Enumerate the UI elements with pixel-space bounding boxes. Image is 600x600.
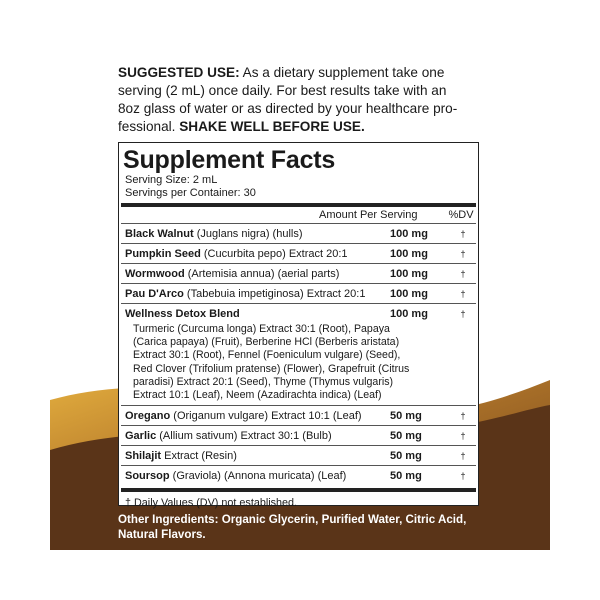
ingredient-name: Oregano <box>125 410 171 423</box>
ingredient-dv: † <box>460 249 466 259</box>
suggested-use-line1: As a dietary supplement take one <box>239 65 445 80</box>
ingredient-dv: † <box>460 309 466 319</box>
ingredient-name: Soursop <box>125 470 170 483</box>
suggested-use-line2: serving (2 mL) once daily. For best results take with an <box>118 83 447 98</box>
ingredient-detail: Extract (Resin) <box>161 450 237 463</box>
facts-footnote: † Daily Values (DV) not established. <box>125 497 298 510</box>
ingredient-name: Pumpkin Seed <box>125 248 201 260</box>
amount-header: Amount Per Serving <box>319 209 418 221</box>
ingredient-dv: † <box>460 451 466 462</box>
serving-size: Serving Size: 2 mL <box>125 174 218 186</box>
suggested-use <box>118 64 488 136</box>
blend-line: Extract 30:1 (Root), Fennel (Foeniculum vulgare) (Seed), <box>133 349 401 362</box>
shake-warning: SHAKE WELL BEFORE USE. <box>179 119 365 134</box>
ingredient-row <box>119 224 478 243</box>
blend-contents <box>119 323 478 405</box>
ingredient-row <box>119 426 478 445</box>
ingredient-amount: 50 mg <box>390 450 422 463</box>
ingredient-amount: 100 mg <box>390 248 428 260</box>
ingredient-dv: † <box>460 471 466 482</box>
ingredient-detail: (Tabebuia impetiginosa) Extract 20:1 <box>183 288 366 300</box>
ingredient-detail: (Juglans nigra) (hulls) <box>193 228 303 240</box>
facts-title: Supplement Facts <box>123 146 336 174</box>
ingredient-name: Black Walnut <box>125 228 194 240</box>
suggested-use-line3: 8oz glass of water or as directed by your healthcare pro- <box>118 101 458 116</box>
ingredient-dv: † <box>460 411 466 422</box>
ingredient-dv: † <box>460 269 466 279</box>
ingredient-row <box>119 466 478 485</box>
ingredient-row <box>119 244 478 263</box>
ingredient-name: Garlic <box>125 430 157 443</box>
blend-line: Turmeric (Curcuma longa) Extract 30:1 (Root), Papaya <box>133 323 390 335</box>
suggested-use-label: SUGGESTED USE: <box>118 65 240 80</box>
suggested-use-line4: fessional. <box>118 119 176 134</box>
ingredient-detail: (Allium sativum) Extract 30:1 (Bulb) <box>156 430 332 443</box>
ingredient-name: Wormwood <box>125 268 185 280</box>
servings-per-container: Servings per Container: 30 <box>125 187 256 199</box>
ingredient-amount: 100 mg <box>390 268 428 280</box>
ingredient-dv: † <box>460 229 466 239</box>
ingredient-amount: 100 mg <box>390 228 428 240</box>
ingredient-dv: † <box>460 431 466 442</box>
ingredient-detail: (Artemisia annua) (aerial parts) <box>184 268 340 280</box>
ingredient-row-blend <box>119 304 478 323</box>
ingredient-amount: 100 mg <box>390 308 428 320</box>
ingredient-row <box>119 284 478 303</box>
ingredient-name: Wellness Detox Blend <box>125 308 240 320</box>
other-ingredients-line2: Natural Flavors. <box>118 528 206 541</box>
other-ingredients-line1: Other Ingredients: Organic Glycerin, Purified Water, Citric Acid, <box>118 513 467 526</box>
ingredient-amount: 50 mg <box>390 410 422 423</box>
ingredient-detail: (Cucurbita pepo) Extract 20:1 <box>200 248 348 260</box>
ingredient-name: Shilajit <box>125 450 162 463</box>
ingredient-amount: 50 mg <box>390 470 422 483</box>
blend-line: Red Clover (Trifolium pratense) (Flower), Grapefruit (Citrus <box>133 362 410 375</box>
blend-line: (Carica papaya) (Fruit), Berberine HCl (Berberis aristata) <box>133 336 400 349</box>
ingredient-row <box>119 264 478 283</box>
ingredient-detail: (Graviola) (Annona muricata) (Leaf) <box>169 470 347 483</box>
blend-line: paradisi) Extract 20:1 (Seed), Thyme (Thymus vulgaris) <box>133 375 394 388</box>
dv-header: %DV <box>448 209 474 221</box>
ingredient-dv: † <box>460 289 466 299</box>
supplement-facts-panel <box>118 142 479 510</box>
ingredient-name: Pau D'Arco <box>125 288 184 300</box>
blend-line: Extract 10:1 (Leaf), Neem (Azadirachta indica) (Leaf) <box>133 389 382 402</box>
other-ingredients <box>118 512 478 542</box>
ingredient-row <box>119 406 478 425</box>
ingredient-detail: (Origanum vulgare) Extract 10:1 (Leaf) <box>170 410 362 423</box>
facts-header-row <box>119 207 478 223</box>
ingredient-amount: 50 mg <box>390 430 422 443</box>
ingredient-row <box>119 446 478 465</box>
ingredient-amount: 100 mg <box>390 288 428 300</box>
